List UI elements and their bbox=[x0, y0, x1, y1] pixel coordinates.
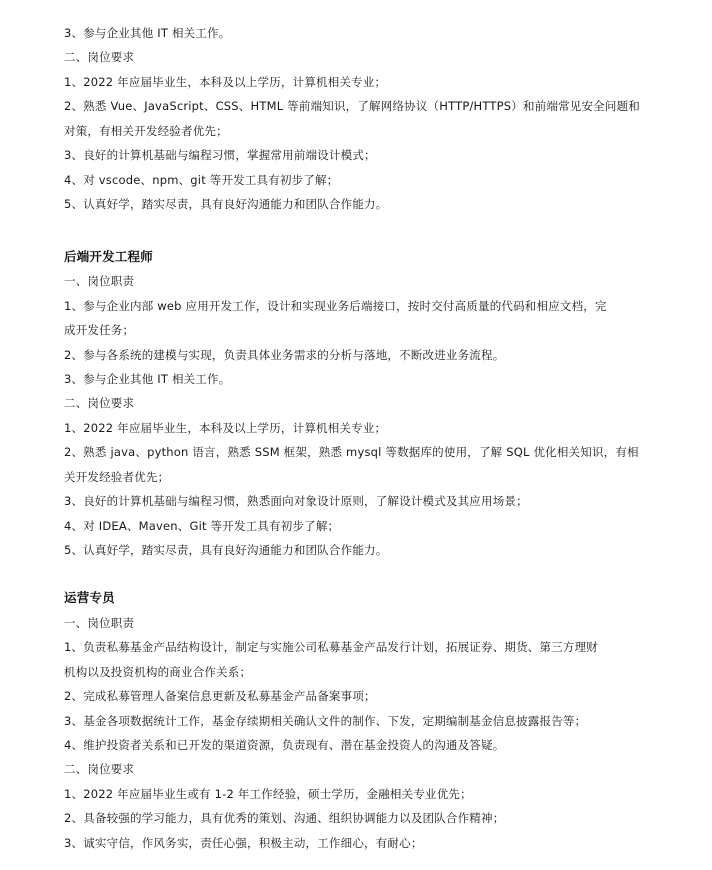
frontend-requirement-3: 3、良好的计算机基础与编程习惯，掌握常用前端设计模式； bbox=[64, 148, 376, 162]
frontend-duty-3: 3、参与企业其他 IT 相关工作。 bbox=[64, 26, 231, 40]
operations-section-title: 运营专员 bbox=[64, 590, 115, 605]
frontend-requirement-2: 2、熟悉 Vue、JavaScript、CSS、HTML 等前端知识，了解网络协议（HTTP/HTTPS）和前端常见安全问题和 bbox=[64, 99, 640, 113]
operations-duty-1: 1、负责私募基金产品结构设计，制定与实施公司私募基金产品发行计划，拓展证券、期货、第三方理财 bbox=[64, 640, 599, 654]
frontend-requirement-2-cont: 对策，有相关开发经验者优先； bbox=[64, 124, 228, 138]
operations-requirements-heading: 二、岗位要求 bbox=[64, 762, 135, 776]
backend-requirement-3: 3、良好的计算机基础与编程习惯，熟悉面向对象设计原则，了解设计模式及其应用场景； bbox=[64, 494, 528, 508]
backend-duty-3: 3、参与企业其他 IT 相关工作。 bbox=[64, 372, 231, 386]
backend-duty-2: 2、参与各系统的建模与实现，负责具体业务需求的分析与落地，不断改进业务流程。 bbox=[64, 348, 505, 362]
operations-duty-3: 3、基金各项数据统计工作，基金存续期相关确认文件的制作、下发，定期编制基金信息披露报告等； bbox=[64, 714, 587, 728]
operations-requirement-3: 3、诚实守信，作风务实，责任心强，积极主动，工作细心，有耐心； bbox=[64, 836, 423, 850]
backend-requirement-4: 4、对 IDEA、Maven、Git 等开发工具有初步了解； bbox=[64, 519, 340, 533]
backend-requirement-2-cont: 关开发经验者优先； bbox=[64, 470, 170, 484]
backend-requirements-heading: 二、岗位要求 bbox=[64, 396, 135, 410]
operations-duty-1-cont: 机构以及投资机构的商业合作关系； bbox=[64, 665, 252, 679]
backend-duty-1: 1、参与企业内部 web 应用开发工作，设计和实现业务后端接口，按时交付高质量的代码和相应文档，完 bbox=[64, 299, 607, 313]
backend-requirement-5: 5、认真好学，踏实尽责，具有良好沟通能力和团队合作能力。 bbox=[64, 543, 388, 557]
operations-requirement-1: 1、2022 年应届毕业生或有 1-2 年工作经验，硕士学历，金融相关专业优先； bbox=[64, 787, 472, 801]
backend-duties-heading: 一、岗位职责 bbox=[64, 274, 135, 288]
frontend-requirements-heading: 二、岗位要求 bbox=[64, 50, 135, 64]
operations-duties-heading: 一、岗位职责 bbox=[64, 616, 135, 630]
backend-section-title: 后端开发工程师 bbox=[64, 249, 153, 264]
backend-requirement-2: 2、熟悉 java、python 语言，熟悉 SSM 框架，熟悉 mysql 等数据库的使用，了解 SQL 优化相关知识，有相 bbox=[64, 445, 639, 459]
operations-duty-2: 2、完成私募管理人备案信息更新及私募基金产品备案事项； bbox=[64, 689, 376, 703]
operations-duty-4: 4、维护投资者关系和已开发的渠道资源，负责现有、潜在基金投资人的沟通及答疑。 bbox=[64, 738, 505, 752]
frontend-requirement-5: 5、认真好学，踏实尽责，具有良好沟通能力和团队合作能力。 bbox=[64, 197, 388, 211]
frontend-requirement-1: 1、2022 年应届毕业生，本科及以上学历，计算机相关专业； bbox=[64, 75, 387, 89]
operations-requirement-2: 2、具备较强的学习能力，具有优秀的策划、沟通、组织协调能力以及团队合作精神； bbox=[64, 811, 505, 825]
backend-requirement-1: 1、2022 年应届毕业生，本科及以上学历，计算机相关专业； bbox=[64, 421, 387, 435]
frontend-requirement-4: 4、对 vscode、npm、git 等开发工具有初步了解； bbox=[64, 173, 339, 187]
backend-duty-1-cont: 成开发任务； bbox=[64, 323, 135, 337]
